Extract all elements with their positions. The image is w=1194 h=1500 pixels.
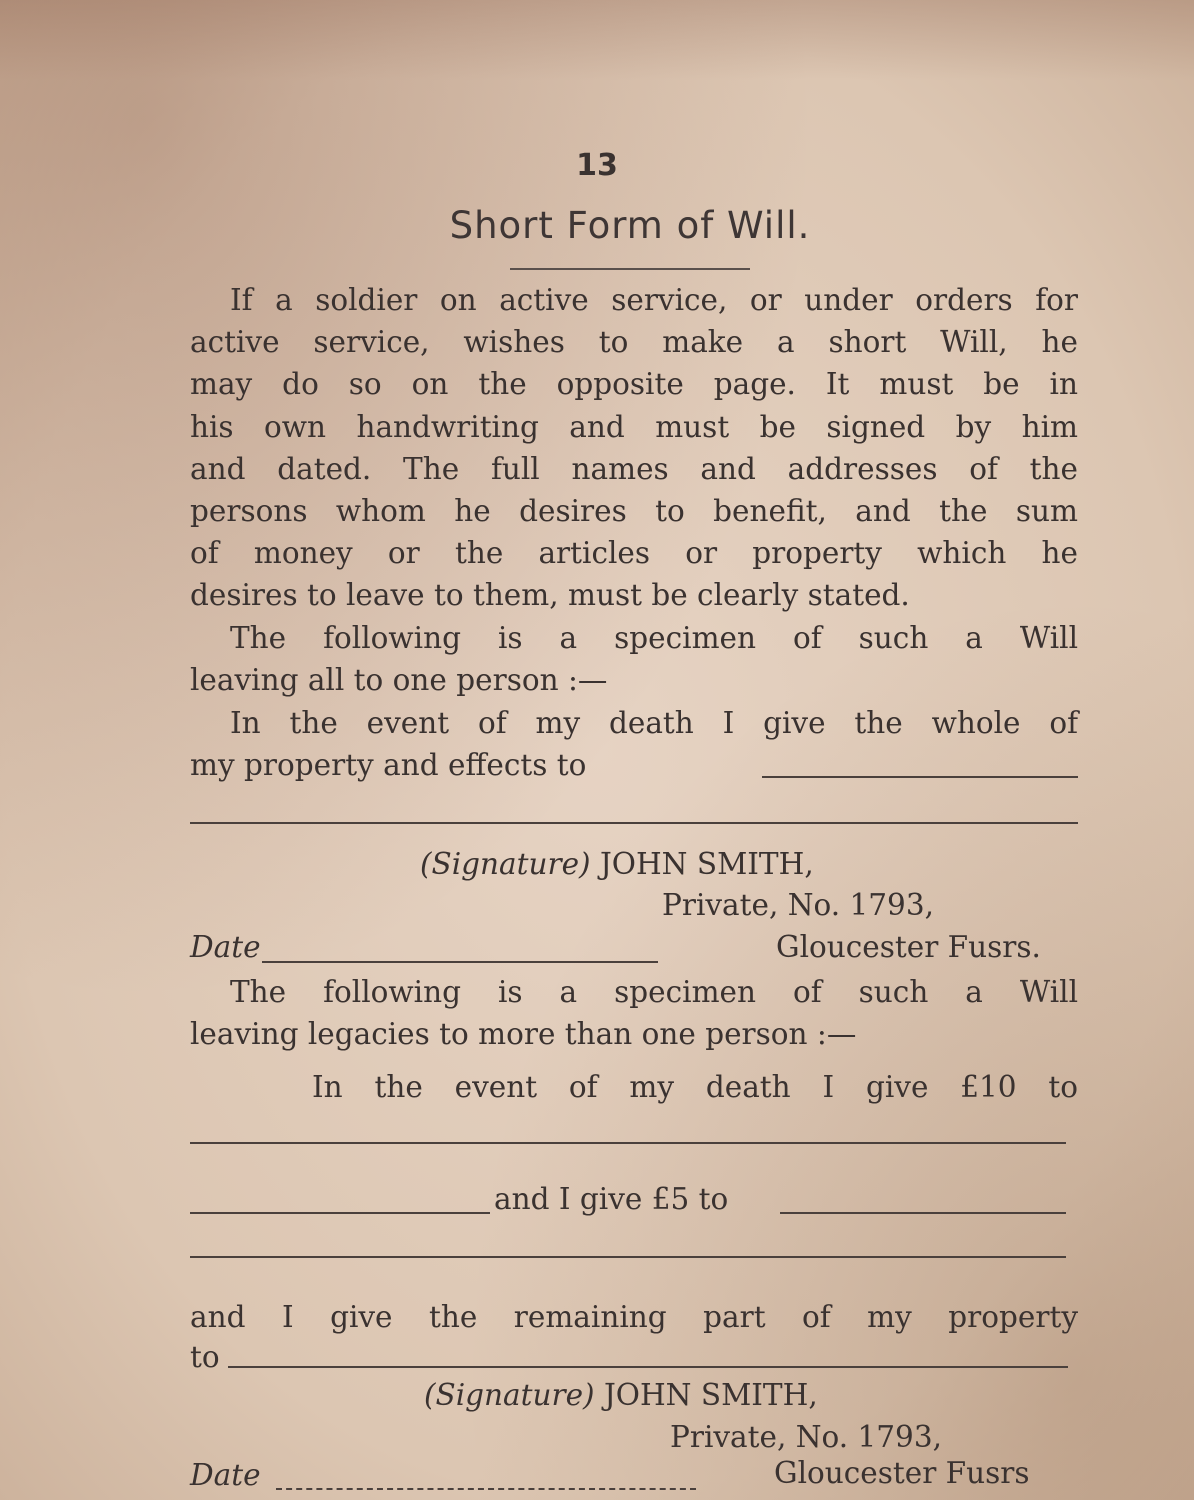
intro-line: desires to leave to them, must be clearly stated. [190, 578, 910, 613]
intro-line: persons whom he desires to benefit, and the sum [190, 493, 1078, 528]
torn-edge [0, 0, 1194, 80]
signatory-name: JOHN SMITH, [599, 847, 814, 881]
date-label: Date [190, 1458, 261, 1492]
legacy-blank-line [780, 1212, 1066, 1214]
specimen2-intro-line: The following is a specimen of such a Will [230, 975, 1078, 1009]
specimen1-will [190, 702, 1078, 786]
signature-label: (Signature) [424, 1378, 595, 1412]
signatory-name: JOHN SMITH, [603, 1378, 818, 1412]
specimen2-will-line4: to [190, 1340, 220, 1374]
intro-line: his own handwriting and must be signed by him [190, 409, 1078, 444]
date-label: Date [190, 930, 261, 964]
specimen1-will-line: my property and effects to [190, 748, 587, 783]
beneficiary-blank-line [190, 822, 1078, 824]
specimen1-intro [190, 617, 1078, 701]
intro-line: may do so on the opposite page. It must be in [190, 367, 1078, 402]
legacy-blank-line [190, 1142, 1066, 1144]
page-title: Short Form of Will. [449, 204, 811, 247]
intro-line: active service, wishes to make a short Will, he [190, 325, 1078, 360]
specimen2-will-line3: and I give the remaining part of my property [190, 1300, 1078, 1334]
beneficiary-blank-line [762, 776, 1078, 778]
signatory-regiment: Gloucester Fusrs. [776, 930, 1041, 964]
specimen1-will-line: In the event of my death I give the whole of [230, 706, 1078, 740]
title-underline [510, 268, 750, 270]
specimen2-intro [190, 971, 1078, 1055]
date-blank-line [276, 1488, 696, 1490]
signatory-rank: Private, No. 1793, [662, 888, 934, 922]
intro-paragraph [190, 279, 1078, 617]
specimen1-intro-line: The following is a specimen of such a Will [230, 621, 1078, 655]
legacy-blank-line [190, 1212, 490, 1214]
specimen1-intro-line: leaving all to one person :— [190, 663, 608, 698]
signature-label: (Signature) [420, 847, 591, 881]
specimen2-will-line2: and I give £5 to [494, 1182, 729, 1216]
intro-line: of money or the articles or property which he [190, 536, 1078, 571]
legacy-blank-line [190, 1256, 1066, 1258]
signatory-rank: Private, No. 1793, [670, 1420, 942, 1454]
page-number: 13 [576, 148, 618, 183]
signature-line [424, 1378, 818, 1412]
residue-blank-line [228, 1366, 1068, 1368]
specimen2-intro-line: leaving legacies to more than one person :— [190, 1017, 857, 1052]
signature-line [420, 847, 814, 881]
intro-line: If a soldier on active service, or under orders for [230, 283, 1078, 317]
date-blank-line [262, 961, 658, 963]
intro-line: and dated. The full names and addresses of the [190, 451, 1078, 486]
signatory-regiment: Gloucester Fusrs [774, 1456, 1030, 1490]
specimen2-will-line1: In the event of my death I give £10 to [312, 1070, 1078, 1104]
